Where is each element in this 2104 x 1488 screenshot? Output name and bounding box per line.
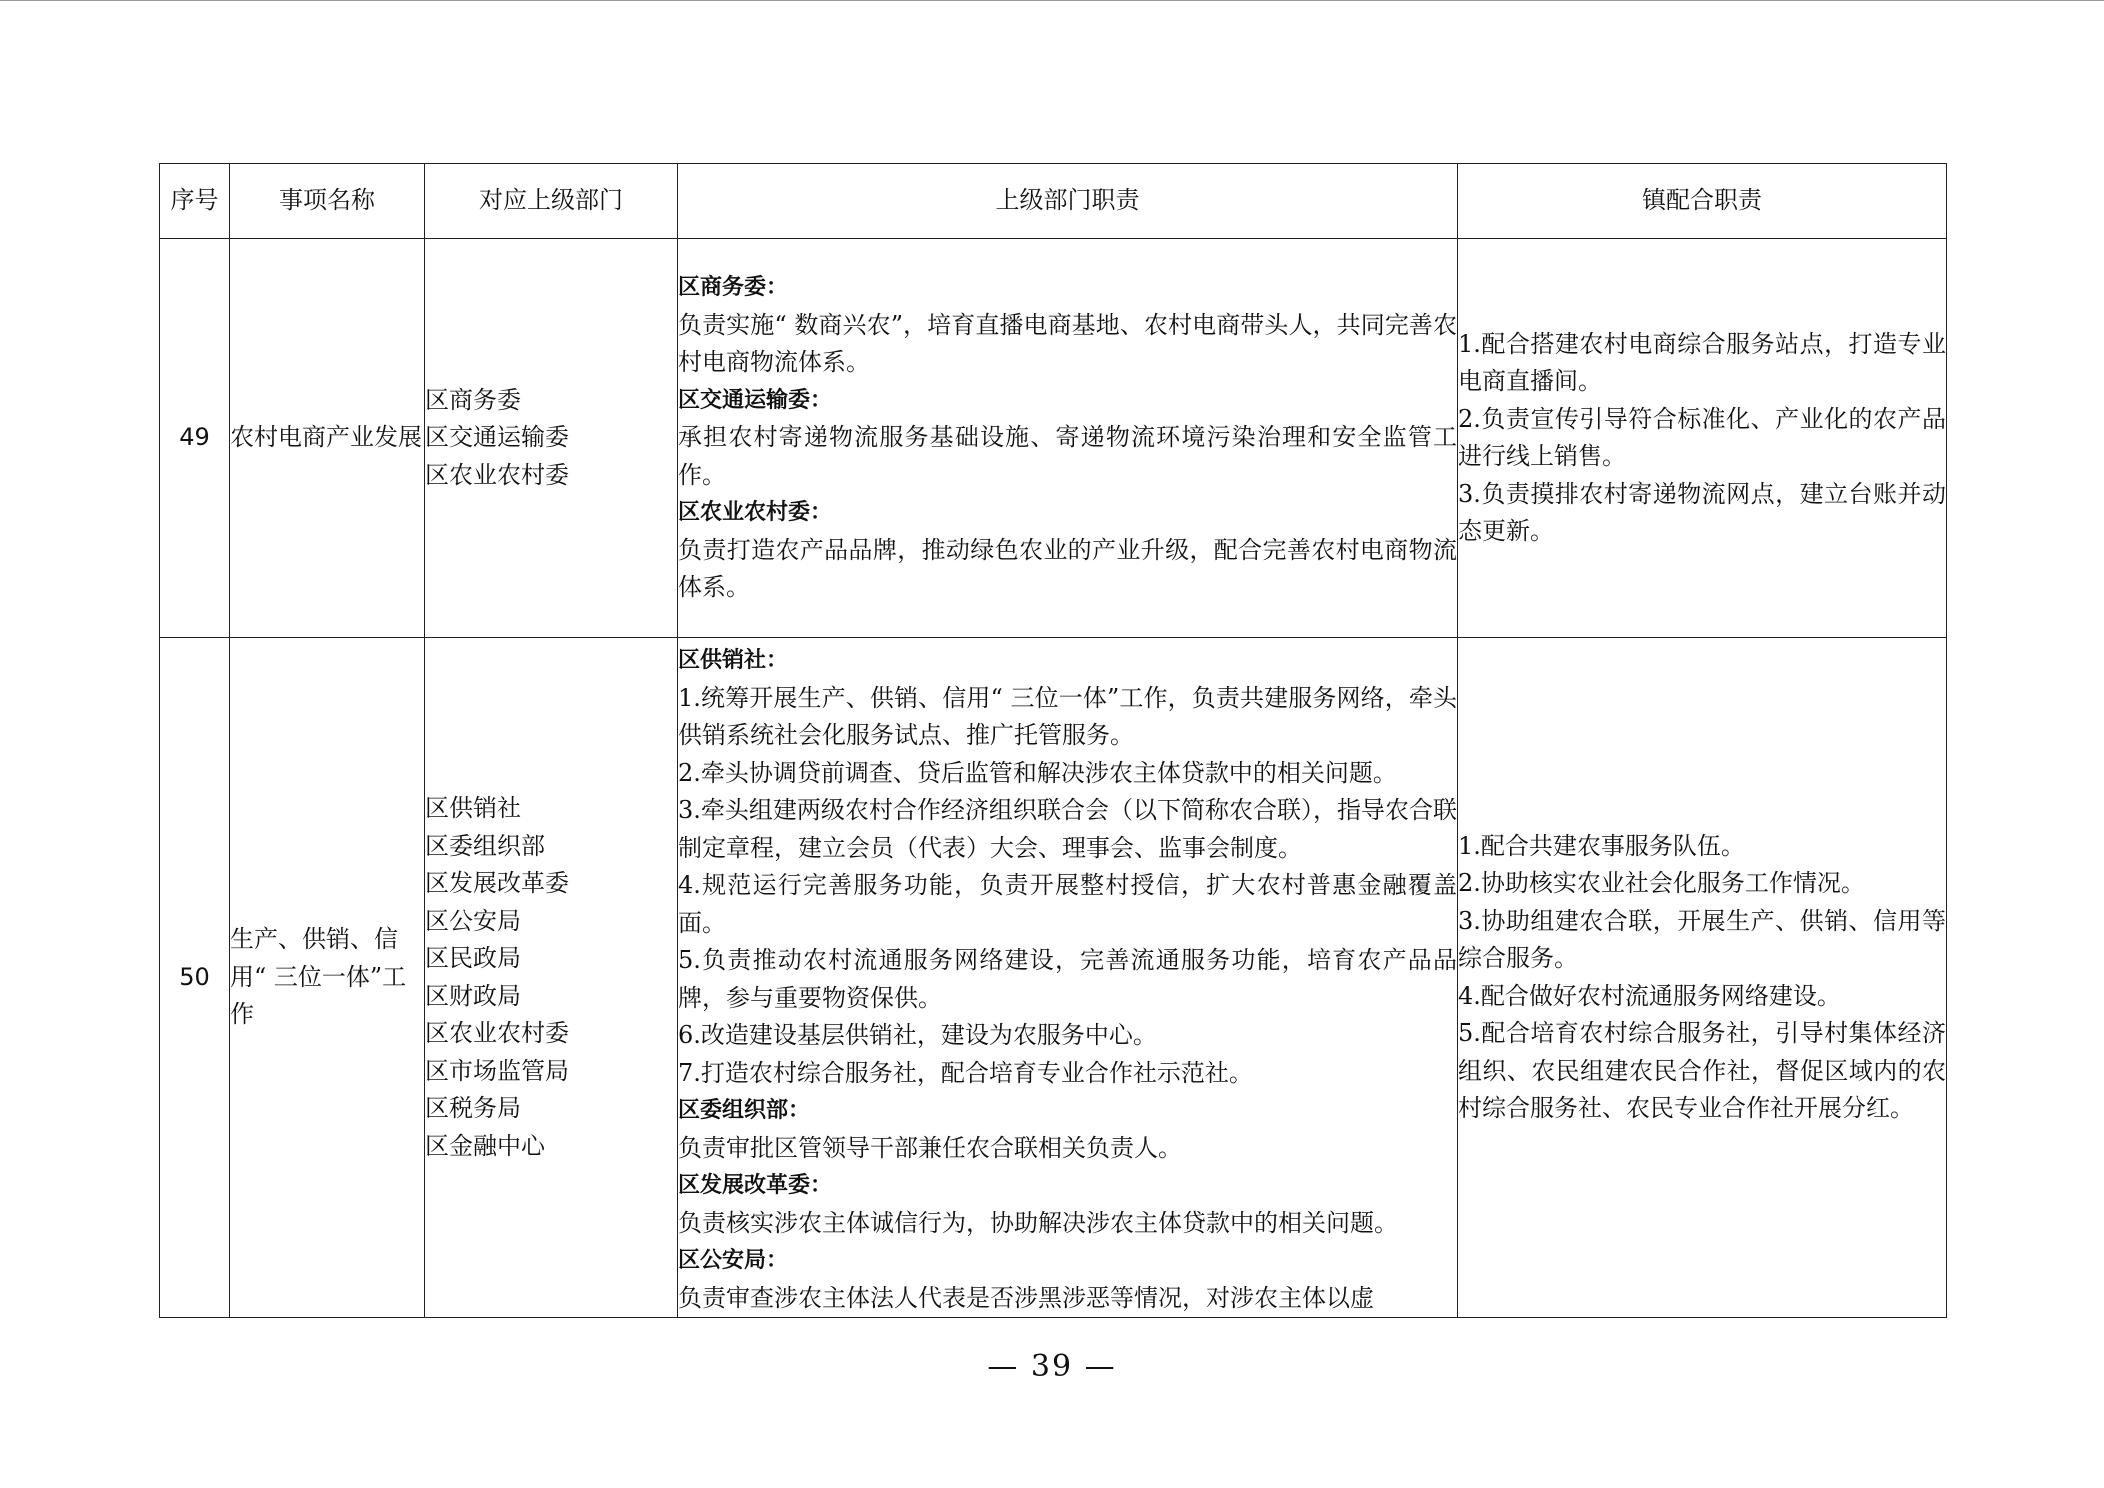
- table-row: [160, 638, 1947, 1318]
- town-duty-item: 2.协助核实农业社会化服务工作情况。: [1458, 869, 1865, 897]
- town-duty-item: 3.负责摸排农村寄递物流网点，建立台账并动态更新。: [1458, 479, 1946, 545]
- dept-item: 区公安局: [425, 906, 521, 935]
- dept-item: 区农业农村委: [425, 460, 569, 489]
- header-seq: 序号: [160, 164, 230, 239]
- row-seq: 50: [160, 638, 230, 1318]
- duty-text: 承担农村寄递物流服务基础设施、寄递物流环境污染治理和安全监管工作。: [678, 423, 1457, 489]
- duty-text: 负责审查涉农主体法人代表是否涉黑涉恶等情况，对涉农主体以虚: [678, 1283, 1374, 1312]
- duty-dept-name: 区商务委：: [678, 275, 789, 301]
- header-town: 镇配合职责: [1458, 164, 1947, 239]
- header-duty: 上级部门职责: [678, 164, 1458, 239]
- dept-item: 区金融中心: [425, 1131, 545, 1160]
- duty-item: 5.负责推动农村流通服务网络建设，完善流通服务功能，培育农产品品牌，参与重要物资保供。: [678, 946, 1457, 1012]
- duty-dept-name: 区委组织部：: [678, 1098, 811, 1123]
- dept-item: 区交通运输委: [425, 423, 569, 452]
- town-duty-item: 3.协助组建农合联，开展生产、供销、信用等综合服务。: [1458, 906, 1946, 972]
- duty-dept-name: 区公安局：: [678, 1248, 789, 1273]
- row-duty: [678, 638, 1458, 1318]
- dept-item: 区民政局: [425, 944, 521, 972]
- table-header-row: [160, 164, 1947, 239]
- dept-item: 区发展改革委: [425, 869, 569, 897]
- town-duty-item: 5.配合培育农村综合服务社，引导村集体经济组织、农民组建农民合作社，督促区域内的农村综合服务社、农民专业合作社开展分红。: [1458, 1019, 1946, 1122]
- page-top-rule: [0, 0, 2104, 1]
- row-item-name: 农村电商产业发展: [230, 239, 425, 638]
- table-row: [160, 239, 1947, 638]
- duty-table: [159, 163, 1947, 1318]
- town-duty-item: 1.配合共建农事服务队伍。: [1458, 831, 1745, 860]
- dept-item: 区税务局: [425, 1094, 521, 1122]
- duty-item: 4.规范运行完善服务功能，负责开展整村授信，扩大农村普惠金融覆盖面。: [678, 871, 1457, 937]
- row-town-duty: [1458, 638, 1947, 1318]
- duty-dept-name: 区发展改革委：: [678, 1173, 833, 1198]
- dept-item: 区农业农村委: [425, 1019, 569, 1047]
- row-seq: 49: [160, 239, 230, 638]
- duty-text: 负责打造农产品品牌，推动绿色农业的产业升级，配合完善农村电商物流体系。: [678, 535, 1457, 602]
- duty-item: 1.统筹开展生产、供销、信用“ 三位一体”工作，负责共建服务网络，牵头供销系统社会化服务试点、推广托管服务。: [678, 683, 1457, 749]
- header-dept: 对应上级部门: [425, 164, 678, 239]
- duty-dept-name: 区交通运输委：: [678, 387, 833, 413]
- duty-item: 3.牵头组建两级农村合作经济组织联合会（以下简称农合联），指导农合联制定章程，建立会员（代表）大会、理事会、监事会制度。: [678, 796, 1457, 862]
- row-town-duty: [1458, 239, 1947, 638]
- dept-item: 区商务委: [425, 385, 521, 414]
- row-dept-list: [425, 239, 678, 638]
- dept-item: 区财政局: [425, 981, 521, 1010]
- duty-dept-name: 区供销社：: [678, 648, 789, 673]
- row-duty: [678, 239, 1458, 638]
- duty-text: 负责实施“ 数商兴农”，培育直播电商基地、农村电商带头人，共同完善农村电商物流体系。: [678, 310, 1457, 377]
- row-dept-list: [425, 638, 678, 1318]
- header-name: 事项名称: [230, 164, 425, 239]
- duty-text: 负责审批区管领导干部兼任农合联相关负责人。: [678, 1133, 1182, 1162]
- duty-item: 6.改造建设基层供销社，建设为农服务中心。: [678, 1021, 1157, 1049]
- dept-item: 区供销社: [425, 794, 521, 822]
- duty-item: 2.牵头协调贷前调查、贷后监管和解决涉农主体贷款中的相关问题。: [678, 758, 1397, 787]
- town-duty-item: 4.配合做好农村流通服务网络建设。: [1458, 981, 1841, 1010]
- page-number: — 39 —: [987, 1349, 1117, 1384]
- dept-item: 区委组织部: [425, 831, 545, 860]
- duty-text: 负责核实涉农主体诚信行为，协助解决涉农主体贷款中的相关问题。: [678, 1208, 1398, 1237]
- town-duty-item: 2.负责宣传引导符合标准化、产业化的农产品进行线上销售。: [1458, 404, 1946, 470]
- duty-dept-name: 区农业农村委：: [678, 500, 833, 526]
- dept-item: 区市场监管局: [425, 1056, 569, 1085]
- town-duty-item: 1.配合搭建农村电商综合服务站点，打造专业电商直播间。: [1458, 329, 1946, 395]
- row-item-name: 生产、供销、信用“ 三位一体”工作: [230, 638, 425, 1318]
- duty-item: 7.打造农村综合服务社，配合培育专业合作社示范社。: [678, 1058, 1253, 1087]
